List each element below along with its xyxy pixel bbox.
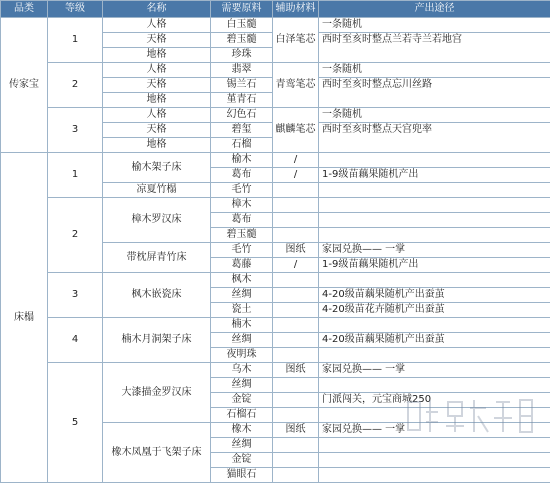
table-row bbox=[1, 318, 550, 333]
category-cell: 传家宝 bbox=[1, 18, 48, 153]
aux-cell bbox=[273, 228, 319, 243]
material-cell: 金锭 bbox=[211, 453, 273, 468]
header-aux: 辅助材料 bbox=[273, 1, 319, 18]
output-cell: 一条随机 bbox=[319, 108, 550, 123]
aux-cell: / bbox=[273, 153, 319, 168]
header-category: 品类 bbox=[1, 1, 48, 18]
name-cell: 楠木月洞架子床 bbox=[103, 318, 211, 363]
aux-cell: 青鸾笔芯 bbox=[273, 63, 319, 108]
material-cell: 丝绸 bbox=[211, 438, 273, 453]
aux-cell bbox=[273, 318, 319, 333]
material-cell: 金锭 bbox=[211, 393, 273, 408]
material-cell: 葛藤 bbox=[211, 258, 273, 273]
material-cell: 葛布 bbox=[211, 213, 273, 228]
aux-cell bbox=[273, 183, 319, 198]
material-cell: 丝绸 bbox=[211, 378, 273, 393]
material-cell: 橡木 bbox=[211, 423, 273, 438]
material-cell: 碧玉髓 bbox=[211, 33, 273, 48]
output-cell bbox=[319, 408, 550, 423]
material-cell: 翡翠 bbox=[211, 63, 273, 78]
aux-cell bbox=[273, 303, 319, 318]
level-cell: 1 bbox=[48, 18, 103, 63]
output-cell: 家园兑换—— 一掌 bbox=[319, 243, 550, 258]
output-cell bbox=[319, 453, 550, 468]
output-cell: 西时至亥时整点兰若寺兰若地宫 bbox=[319, 33, 550, 63]
output-cell: 4-20级苗花卉随机产出蚕茧 bbox=[319, 303, 550, 318]
name-cell: 人格 bbox=[103, 108, 211, 123]
aux-cell bbox=[273, 288, 319, 303]
level-cell: 2 bbox=[48, 63, 103, 108]
name-cell: 天格 bbox=[103, 123, 211, 138]
name-cell: 大漆描金罗汉床 bbox=[103, 363, 211, 423]
aux-cell: / bbox=[273, 168, 319, 183]
header-output: 产出途径 bbox=[319, 1, 550, 18]
material-cell: 锡兰石 bbox=[211, 78, 273, 93]
aux-cell bbox=[273, 348, 319, 363]
output-cell: 西时至亥时整点天宫兜率 bbox=[319, 123, 550, 153]
aux-cell bbox=[273, 453, 319, 468]
table-row bbox=[1, 108, 550, 123]
header-row bbox=[1, 1, 550, 18]
output-cell bbox=[319, 468, 550, 483]
output-cell bbox=[319, 378, 550, 393]
aux-cell bbox=[273, 393, 319, 408]
output-cell bbox=[319, 318, 550, 333]
aux-cell: 图纸 bbox=[273, 243, 319, 258]
material-cell: 石榴石 bbox=[211, 408, 273, 423]
level-cell: 3 bbox=[48, 108, 103, 153]
name-cell: 天格 bbox=[103, 78, 211, 93]
name-cell: 地格 bbox=[103, 93, 211, 108]
output-cell bbox=[319, 228, 550, 243]
name-cell: 天格 bbox=[103, 33, 211, 48]
table-row bbox=[1, 63, 550, 78]
aux-cell bbox=[273, 408, 319, 423]
output-cell: 家园兑换—— 一掌 bbox=[319, 423, 550, 438]
aux-cell bbox=[273, 333, 319, 348]
material-cell: 猫眼石 bbox=[211, 468, 273, 483]
material-cell: 幻色石 bbox=[211, 108, 273, 123]
material-cell: 瓷土 bbox=[211, 303, 273, 318]
output-cell: 家园兑换—— 一掌 bbox=[319, 363, 550, 378]
header-name: 名称 bbox=[103, 1, 211, 18]
material-cell: 碧玺 bbox=[211, 123, 273, 138]
header-materials: 需要原料 bbox=[211, 1, 273, 18]
output-cell: 一条随机 bbox=[319, 63, 550, 78]
aux-cell: 图纸 bbox=[273, 423, 319, 438]
name-cell: 人格 bbox=[103, 18, 211, 33]
table-row bbox=[1, 198, 550, 213]
name-cell: 枫木嵌瓷床 bbox=[103, 273, 211, 318]
name-cell: 凉夏竹榻 bbox=[103, 183, 211, 198]
output-cell: 4-20级苗藕果随机产出蚕茧 bbox=[319, 333, 550, 348]
aux-cell bbox=[273, 198, 319, 213]
material-cell: 榆木 bbox=[211, 153, 273, 168]
level-cell: 5 bbox=[48, 363, 103, 483]
material-cell: 夜明珠 bbox=[211, 348, 273, 363]
material-cell: 毛竹 bbox=[211, 243, 273, 258]
material-cell: 石榴 bbox=[211, 138, 273, 153]
aux-cell bbox=[273, 468, 319, 483]
table-row bbox=[1, 273, 550, 288]
level-cell: 3 bbox=[48, 273, 103, 318]
header-level: 等级 bbox=[48, 1, 103, 18]
material-cell: 樟木 bbox=[211, 198, 273, 213]
material-cell: 丝绸 bbox=[211, 288, 273, 303]
output-cell: 1-9级苗藕果随机产出 bbox=[319, 258, 550, 273]
name-cell: 橡木凤凰于飞架子床 bbox=[103, 423, 211, 483]
table-row bbox=[1, 18, 550, 33]
material-cell: 枫木 bbox=[211, 273, 273, 288]
material-cell: 碧玉髓 bbox=[211, 228, 273, 243]
name-cell: 地格 bbox=[103, 138, 211, 153]
table-row bbox=[1, 363, 550, 378]
output-cell: 西时至亥时整点忘川丝路 bbox=[319, 78, 550, 108]
output-cell: 门派闯关，元宝商城250 bbox=[319, 393, 550, 408]
name-cell: 樟木罗汉床 bbox=[103, 198, 211, 243]
level-cell: 2 bbox=[48, 198, 103, 273]
aux-cell bbox=[273, 438, 319, 453]
aux-cell bbox=[273, 213, 319, 228]
output-cell bbox=[319, 348, 550, 363]
material-cell: 楠木 bbox=[211, 318, 273, 333]
aux-cell: 白泽笔芯 bbox=[273, 18, 319, 63]
table-row bbox=[1, 153, 550, 168]
output-cell: 一条随机 bbox=[319, 18, 550, 33]
output-cell bbox=[319, 438, 550, 453]
name-cell: 带枕屏青竹床 bbox=[103, 243, 211, 273]
output-cell bbox=[319, 273, 550, 288]
name-cell: 地格 bbox=[103, 48, 211, 63]
material-cell: 毛竹 bbox=[211, 183, 273, 198]
aux-cell: 图纸 bbox=[273, 363, 319, 378]
material-cell: 葛布 bbox=[211, 168, 273, 183]
output-cell bbox=[319, 183, 550, 198]
aux-cell: 麒麟笔芯 bbox=[273, 108, 319, 153]
output-cell bbox=[319, 213, 550, 228]
material-cell: 丝绸 bbox=[211, 333, 273, 348]
aux-cell bbox=[273, 273, 319, 288]
level-cell: 1 bbox=[48, 153, 103, 198]
aux-cell: / bbox=[273, 258, 319, 273]
aux-cell bbox=[273, 378, 319, 393]
material-cell: 乌木 bbox=[211, 363, 273, 378]
output-cell: 4-20级苗藕果随机产出蚕茧 bbox=[319, 288, 550, 303]
material-cell: 白玉髓 bbox=[211, 18, 273, 33]
material-cell: 珍珠 bbox=[211, 48, 273, 63]
name-cell: 榆木架子床 bbox=[103, 153, 211, 183]
category-cell: 床榻 bbox=[1, 153, 48, 483]
material-cell: 堇青石 bbox=[211, 93, 273, 108]
level-cell: 4 bbox=[48, 318, 103, 363]
output-cell bbox=[319, 153, 550, 168]
output-cell: 1-9级苗藕果随机产出 bbox=[319, 168, 550, 183]
output-cell bbox=[319, 198, 550, 213]
name-cell: 人格 bbox=[103, 63, 211, 78]
